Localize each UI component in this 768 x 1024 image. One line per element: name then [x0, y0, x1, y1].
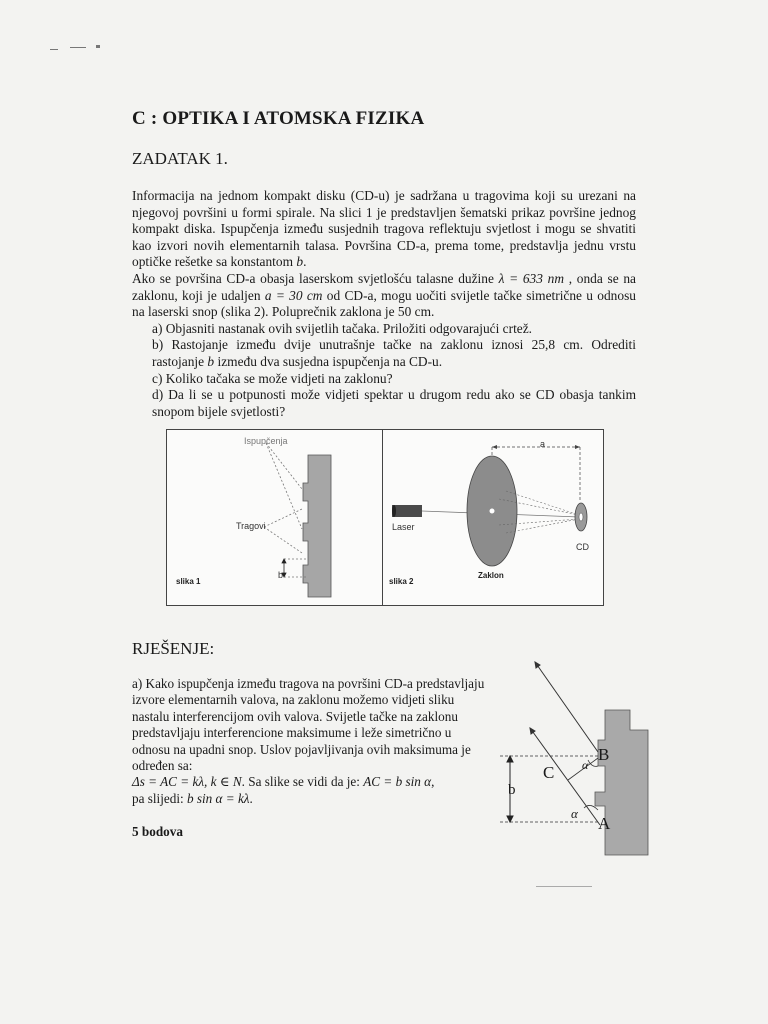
diagram-label-b-distance: b — [508, 782, 516, 798]
diagram-label-b-point: B — [598, 745, 610, 764]
solution-text — [132, 676, 492, 807]
figure-illustrations — [166, 429, 602, 604]
label-b-spacing: b — [278, 570, 284, 580]
cd-surface-profile — [303, 455, 331, 597]
setup-paragraph: Ako se površina CD-a obasja laserskom svjetlošću talasne dužine λ = 633 nm , onda se na zaklonu, koji je udaljen a = 30 cm od CD-a, mogu uočiti svijetle tačke simetrične u odnosu na laserski snop (slika 2). Poluprečnik zaklona je 50 cm. — [132, 270, 636, 320]
question-a: a) Objasniti nastanak ovih svijetlih tačaka. Priložiti odgovarajući crtež. — [152, 320, 533, 336]
ispupcenja-pointer — [266, 443, 302, 529]
angle-arc-upper — [588, 760, 598, 766]
tragovi-pointer — [264, 509, 302, 527]
diagram-label-a-point: A — [598, 814, 611, 833]
label-slika-2: slika 2 — [389, 577, 414, 586]
solution-paragraph: a) Kako ispupčenja između tragova na površini CD-a predstavljaju izvore elementarnih valova, na zaklonu možemo vidjeti sliku nastalu interferencijom ovih valova. Svijetle tačke na zaklonu predstavljaju interferencione maksimume i leže simetrično u odnosu na upadni snop. Uslov pojavljivanja ovih maksimuma je određen sa: Δs = AC = kλ, k ∈ N. Sa slike se vidi da je: AC = b sin α, pa slijedi: b sin α = kλ. — [132, 676, 485, 806]
label-distance-a: a — [540, 439, 546, 449]
diagram-label-alpha-upper: α — [582, 758, 589, 772]
label-laser: Laser — [392, 522, 415, 532]
incident-ray-upper — [535, 662, 598, 752]
label-slika-1: slika 1 — [176, 577, 201, 586]
points-label: 5 bodova — [132, 824, 183, 839]
incident-ray-lower — [530, 728, 600, 825]
tragovi-pointer — [264, 527, 302, 553]
question-b: b) Rastojanje između dvije unutrašnje tačke na zaklonu iznosi 25,8 cm. Odrediti rastojanje b između dva susjedna ispupčenja na CD-u. — [152, 337, 636, 369]
ispupcenja-pointer — [266, 443, 302, 489]
intro-paragraph: Informacija na jednom kompakt disku (CD-u) je sadržana u tragovima koji su urezani na njegovoj površini u formi spirale. Na slici 1 je predstavljen šematski prikaz površine jednog kompakt diska. Ispupčenja između susjednih tragova reflektuju svjetlost i mogu se shvatiti kao izvori novih elementarnih talasa. Površina CD-a, prema tome, predstavlja jednu vrstu optičke rešetke sa konstantom b. — [132, 188, 636, 270]
label-cd: CD — [576, 542, 589, 552]
diagram-label-c-point: C — [543, 763, 555, 782]
formula-result: b sin α = kλ — [186, 790, 250, 806]
label-tragovi: Tragovi — [236, 521, 266, 531]
question-d: d) Da li se u potpunosti može vidjeti spektar u drugom redu ako se CD obasja tankim snopom bijele svjetlosti? — [152, 387, 636, 419]
diagram-label-alpha-lower: α — [571, 806, 578, 821]
scan-artifact — [70, 47, 86, 48]
scan-artifact — [536, 886, 592, 887]
formula-ac: AC = b sin α — [363, 774, 432, 790]
label-ispupcenja: Ispupčenja — [244, 436, 288, 446]
formula-path-difference: Δs = AC = kλ, k ∈ N — [132, 774, 242, 790]
laser-body — [392, 505, 422, 517]
laser-aperture — [392, 505, 396, 517]
label-zaklon: Zaklon — [478, 571, 504, 580]
question-c: c) Koliko tačaka se može vidjeti na zaklonu? — [152, 370, 393, 386]
screen-hole — [490, 509, 495, 514]
cd-center — [579, 513, 583, 521]
task-heading: ZADATAK 1. — [132, 149, 228, 168]
solution-diagram — [490, 640, 670, 870]
problem-text — [132, 188, 636, 420]
solution-heading: RJEŠENJE: — [132, 639, 215, 658]
page-title: C : OPTIKA I ATOMSKA FIZIKA — [132, 108, 425, 129]
scan-artifact — [50, 49, 58, 50]
scan-artifact — [96, 45, 100, 48]
